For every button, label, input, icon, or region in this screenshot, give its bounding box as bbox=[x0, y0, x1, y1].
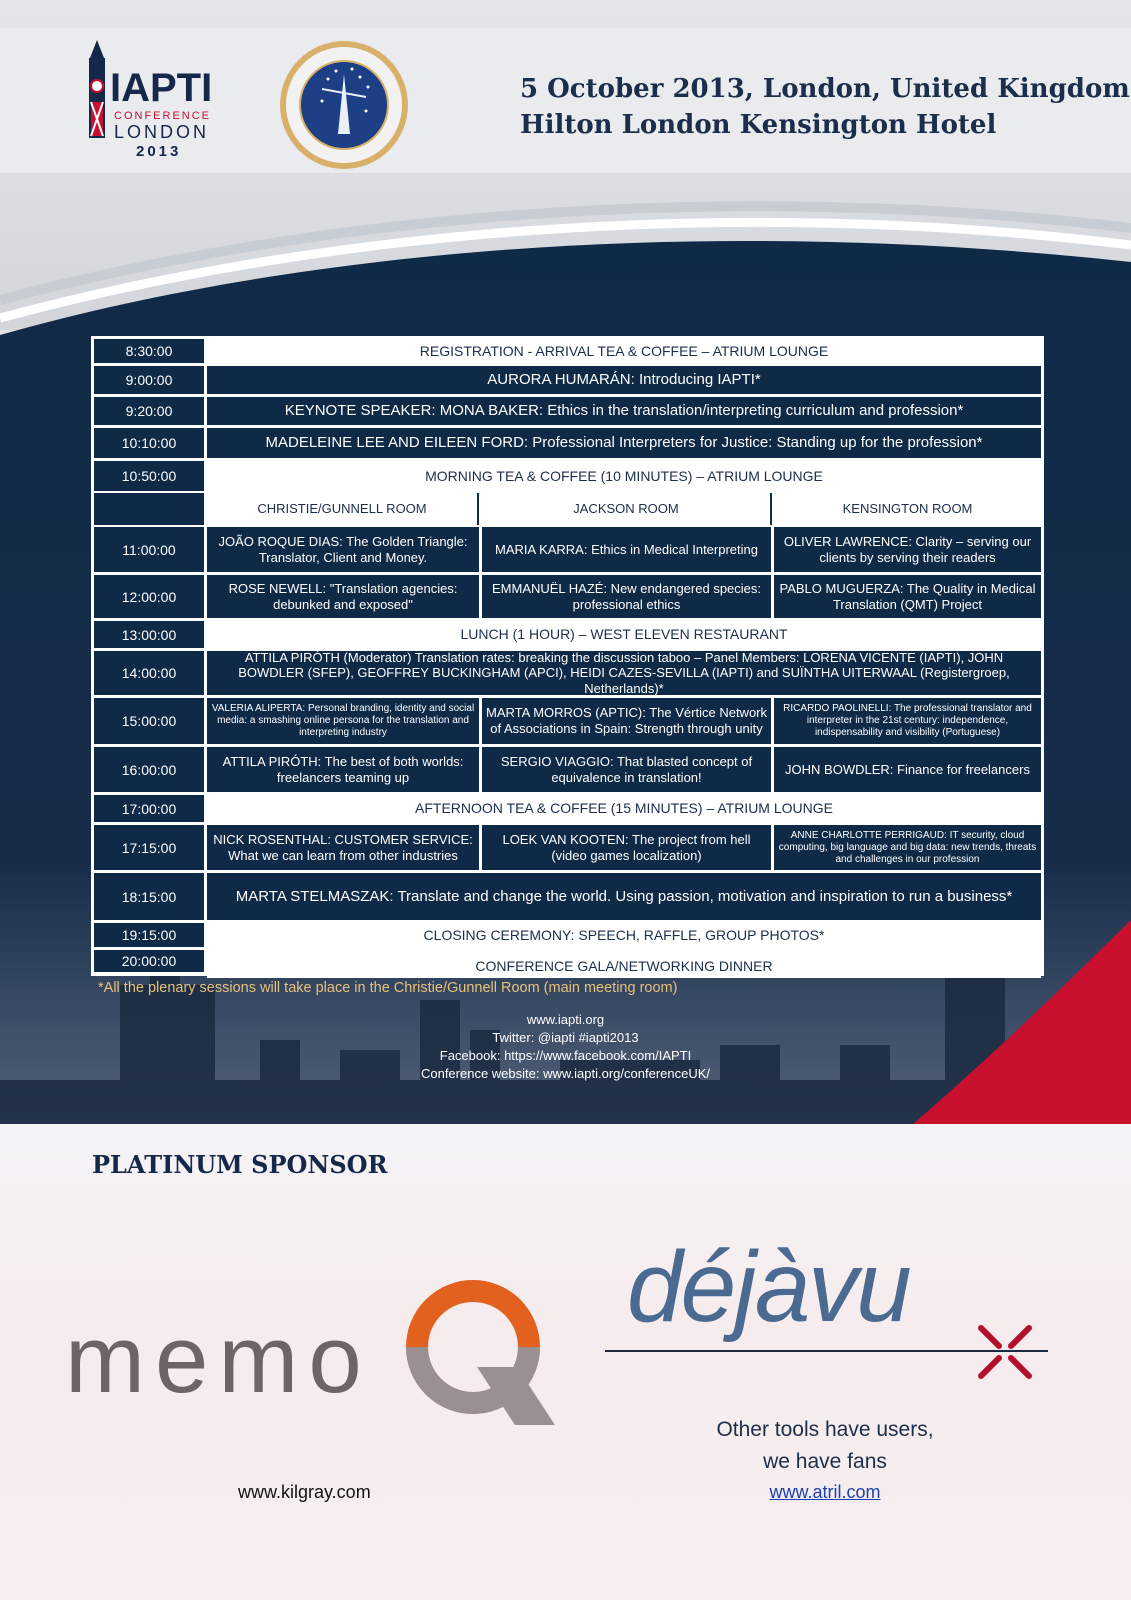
time-cell: 14:00:00 bbox=[94, 651, 204, 695]
session-cell: ANNE CHARLOTTE PERRIGAUD: IT security, cloud computing, big language and big data: new trends, threats and challenges in our profession bbox=[774, 825, 1041, 870]
session-cell: MARIA KARRA: Ethics in Medical Interpreting bbox=[482, 527, 771, 572]
session-cell: NICK ROSENTHAL: CUSTOMER SERVICE: What we can learn from other industries bbox=[207, 825, 479, 870]
room-header-row bbox=[91, 493, 1044, 525]
dejavu-cross-icon bbox=[975, 1322, 1035, 1382]
session-cell: ATTILA PIRÓTH: The best of both worlds: freelancers teaming up bbox=[207, 747, 479, 792]
schedule-row bbox=[91, 795, 1044, 822]
event-venue: Hilton London Kensington Hotel bbox=[520, 110, 997, 140]
website-link[interactable]: www.iapti.org bbox=[526, 1012, 605, 1027]
session-cell: MARTA STELMASZAK: Translate and change the world. Using passion, motivation and inspiration to run a business* bbox=[207, 873, 1041, 920]
logo-title: IAPTI bbox=[110, 66, 213, 110]
dejavu-wordmark: déjàvu bbox=[627, 1231, 910, 1343]
memoq-url[interactable]: www.kilgray.com bbox=[238, 1482, 371, 1502]
time-cell: 11:00:00 bbox=[94, 527, 204, 572]
session-cell: SERGIO VIAGGIO: That blasted concept of equivalence in translation! bbox=[482, 747, 771, 792]
room-jackson: JACKSON ROOM bbox=[482, 493, 772, 525]
session-cell: PABLO MUGUERZA: The Quality in Medical Translation (QMT) Project bbox=[774, 575, 1041, 618]
time-cell: 9:00:00 bbox=[94, 366, 204, 394]
time-cell: 8:30:00 bbox=[94, 339, 204, 363]
session-cell: AURORA HUMARÁN: Introducing IAPTI* bbox=[207, 366, 1041, 394]
schedule-row bbox=[91, 621, 1044, 648]
session-cell: MORNING TEA & COFFEE (10 MINUTES) – ATRIUM LOUNGE bbox=[207, 461, 1041, 491]
memoq-memo-text: memo bbox=[65, 1306, 372, 1413]
atril-link[interactable]: www.atril.com bbox=[769, 1482, 881, 1502]
schedule-table bbox=[91, 336, 1044, 976]
dejavu-tagline-1: Other tools have users, bbox=[716, 1418, 934, 1441]
time-cell: 20:00:00 bbox=[94, 950, 204, 972]
session-cell: JOHN BOWDLER: Finance for freelancers bbox=[774, 747, 1041, 792]
session-cell: MADELEINE LEE AND EILEEN FORD: Professional Interpreters for Justice: Standing up for the profession* bbox=[207, 428, 1041, 458]
time-cell: 19:15:00 bbox=[94, 923, 204, 947]
session-cell: CONFERENCE GALA/NETWORKING DINNER bbox=[207, 954, 1041, 978]
time-cell-empty bbox=[94, 493, 204, 525]
time-cell: 9:20:00 bbox=[94, 397, 204, 425]
session-cell: VALERIA ALIPERTA: Personal branding, identity and social media: a smashing online persona for the translation and interpreting industry bbox=[207, 698, 479, 744]
schedule-row bbox=[91, 339, 1044, 363]
session-cell: MARTA MORROS (APTIC): The Vértice Network of Associations in Spain: Strength through unity bbox=[482, 698, 771, 744]
memoq-wordmark bbox=[65, 1275, 69, 1276]
iapti-seal bbox=[278, 39, 410, 171]
memoq-logo bbox=[65, 1275, 565, 1435]
event-date-location: 5 October 2013, London, United Kingdom bbox=[520, 74, 1130, 104]
time-cell: 12:00:00 bbox=[94, 575, 204, 618]
dejavu-tagline-2: we have fans bbox=[763, 1450, 887, 1473]
schedule-row bbox=[91, 950, 1044, 974]
schedule-row bbox=[91, 527, 1044, 572]
time-cell: 18:15:00 bbox=[94, 873, 204, 920]
session-cell: RICARDO PAOLINELLI: The professional translator and interpreter in the 21st century: independence, indispensability and visibility (Portuguese) bbox=[774, 698, 1041, 744]
schedule-row bbox=[91, 873, 1044, 920]
logo-year: 2013 bbox=[136, 143, 182, 160]
session-cell: LOEK VAN KOOTEN: The project from hell (video games localization) bbox=[482, 825, 771, 870]
room-kensington: KENSINGTON ROOM bbox=[774, 493, 1041, 525]
plenary-footnote: *All the plenary sessions will take place in the Christie/Gunnell Room (main meeting room) bbox=[98, 980, 678, 996]
session-cell: ATTILA PIRÓTH (Moderator) Translation rates: breaking the discussion taboo – Panel Members: LORENA VICENTE (IAPTI), JOHN BOWDLER (SFEP), GEOFFREY BUCKINGHAM (APCI), HEIDI CAZES-SEVILLA (IAPTI) and SUÏNTHA UITERWAAL (Registergroep, Netherlands)* bbox=[207, 651, 1041, 695]
time-cell: 17:00:00 bbox=[94, 795, 204, 822]
schedule-row bbox=[91, 397, 1044, 425]
memoq-q-icon bbox=[405, 1275, 555, 1430]
time-cell: 13:00:00 bbox=[94, 621, 204, 648]
logo-sub2: LONDON bbox=[114, 122, 210, 142]
session-cell: ROSE NEWELL: "Translation agencies: debunked and exposed" bbox=[207, 575, 479, 618]
conference-website-link[interactable]: Conference website: www.iapti.org/conferenceUK/ bbox=[420, 1066, 711, 1081]
schedule-row bbox=[91, 366, 1044, 394]
schedule-row bbox=[91, 825, 1044, 870]
twitter-info: Twitter: @iapti #iapti2013 bbox=[492, 1030, 639, 1045]
time-cell: 16:00:00 bbox=[94, 747, 204, 792]
time-cell: 10:50:00 bbox=[94, 461, 204, 491]
sponsor-title: PLATINUM SPONSOR bbox=[92, 1150, 388, 1179]
session-cell: REGISTRATION - ARRIVAL TEA & COFFEE – ATRIUM LOUNGE bbox=[207, 339, 1041, 363]
time-cell: 17:15:00 bbox=[94, 825, 204, 870]
session-cell: CLOSING CEREMONY: SPEECH, RAFFLE, GROUP PHOTOS* bbox=[207, 923, 1041, 947]
session-cell: JOÃO ROQUE DIAS: The Golden Triangle: Translator, Client and Money. bbox=[207, 527, 479, 572]
room-christie-gunnell: CHRISTIE/GUNNELL ROOM bbox=[207, 493, 479, 525]
schedule-row bbox=[91, 461, 1044, 491]
iapti-logo bbox=[80, 38, 230, 163]
session-cell: EMMANUËL HAZÉ: New endangered species: professional ethics bbox=[482, 575, 771, 618]
schedule-row bbox=[91, 575, 1044, 618]
facebook-link[interactable]: Facebook: https://www.facebook.com/IAPTI bbox=[439, 1048, 692, 1063]
session-cell: KEYNOTE SPEAKER: MONA BAKER: Ethics in the translation/interpreting curriculum and profession* bbox=[207, 397, 1041, 425]
dejavu-logo bbox=[605, 1232, 1050, 1382]
schedule-row bbox=[91, 698, 1044, 744]
session-cell: OLIVER LAWRENCE: Clarity – serving our clients by serving their readers bbox=[774, 527, 1041, 572]
schedule-row bbox=[91, 428, 1044, 458]
time-cell: 15:00:00 bbox=[94, 698, 204, 744]
schedule-row bbox=[91, 923, 1044, 947]
session-cell: LUNCH (1 HOUR) – WEST ELEVEN RESTAURANT bbox=[207, 621, 1041, 648]
session-cell: AFTERNOON TEA & COFFEE (15 MINUTES) – ATRIUM LOUNGE bbox=[207, 795, 1041, 822]
logo-sub1: CONFERENCE bbox=[114, 110, 212, 122]
big-ben-icon bbox=[80, 40, 114, 140]
time-cell: 10:10:00 bbox=[94, 428, 204, 458]
schedule-row bbox=[91, 651, 1044, 695]
schedule-row bbox=[91, 747, 1044, 792]
